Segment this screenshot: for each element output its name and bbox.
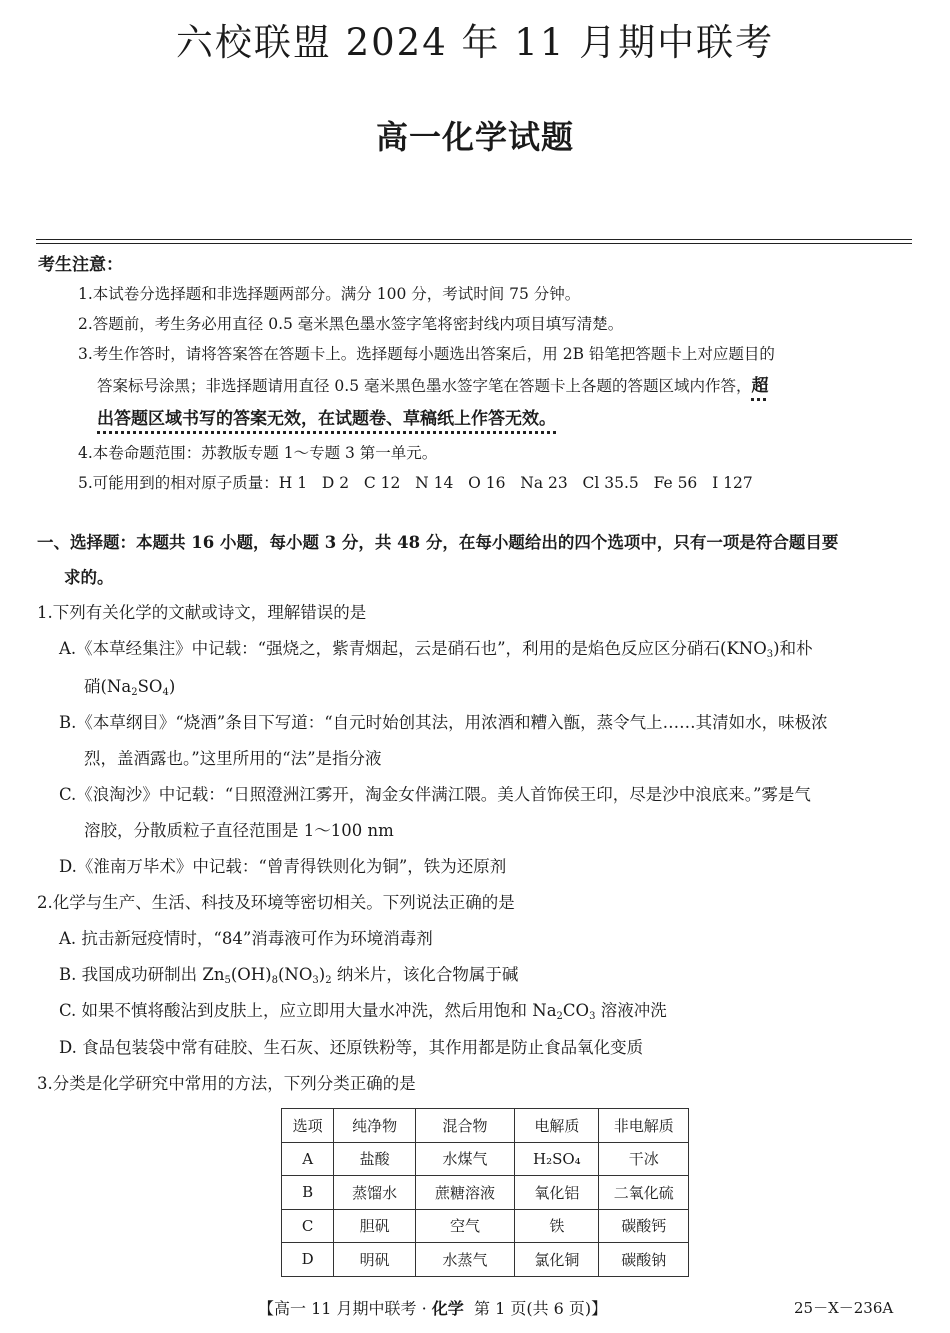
table-header: 纯净物	[334, 1109, 416, 1143]
table-cell: D	[282, 1243, 334, 1277]
q3-stem: 3.分类是化学研究中常用的方法，下列分类正确的是	[37, 1074, 416, 1093]
notice-item-4: 4.本卷命题范围：苏教版专题 1～专题 3 第一单元。	[78, 444, 438, 462]
table-cell: 蔗糖溶液	[415, 1176, 514, 1210]
notice-emphasis-start: 超	[751, 376, 769, 396]
q1-option-c: C.《浪淘沙》中记载：“日照澄洲江雾开，淘金女伴满江隈。美人首饰侯王印，尽是沙中浪底来。”雾是气	[59, 785, 811, 804]
subject-title: 高一化学试题	[375, 118, 574, 156]
table-cell: C	[282, 1209, 334, 1243]
notice-item-5: 5.可能用到的相对原子质量：H 1 D 2 C 12 N 14 O 16 Na 23 Cl 35.5 Fe 56 I 127	[78, 474, 753, 492]
divider-bottom	[36, 243, 912, 244]
table-cell: 铁	[515, 1209, 599, 1243]
table-cell: 碳酸钙	[599, 1209, 689, 1243]
notice-item-1: 1.本试卷分选择题和非选择题两部分。满分 100 分，考试时间 75 分钟。	[78, 285, 581, 303]
table-cell: H₂SO₄	[515, 1142, 599, 1176]
table-cell: 胆矾	[334, 1209, 416, 1243]
section-heading-cont: 求的。	[64, 568, 114, 587]
table-cell: 干冰	[599, 1142, 689, 1176]
table-cell: 水煤气	[415, 1142, 514, 1176]
notice-emphasis: 出答题区域书写的答案无效，在试题卷、草稿纸上作答无效。	[97, 409, 556, 429]
notice-item-3: 3.考生作答时，请将答案答在答题卡上。选择题每小题选出答案后，用 2B 铅笔把答题卡上对应题目的	[78, 345, 775, 363]
table-header: 混合物	[415, 1109, 514, 1143]
table-cell: 氯化铜	[515, 1243, 599, 1277]
notice-item-3-cont	[97, 376, 769, 396]
table-cell: 水蒸气	[415, 1243, 514, 1277]
q2-stem: 2.化学与生产、生活、科技及环境等密切相关。下列说法正确的是	[37, 893, 515, 912]
table-cell: 氧化铝	[515, 1176, 599, 1210]
table-cell: B	[282, 1176, 334, 1210]
footer-subject: 化学	[431, 1299, 464, 1318]
table-row	[282, 1243, 689, 1277]
table-header: 非电解质	[599, 1109, 689, 1143]
q2-option-a: A. 抗击新冠疫情时，“84”消毒液可作为环境消毒剂	[59, 929, 433, 948]
section-heading: 一、选择题：本题共 16 小题，每小题 3 分，共 48 分，在每小题给出的四个选项中，只有一项是符合题目要	[37, 533, 839, 552]
table-cell: 碳酸钠	[599, 1243, 689, 1277]
q1-stem: 1.下列有关化学的文献或诗文，理解错误的是	[37, 603, 367, 622]
table-cell: 蒸馏水	[334, 1176, 416, 1210]
q1-option-c-cont: 溶胶，分散质粒子直径范围是 1～100 nm	[84, 821, 394, 840]
table-header: 电解质	[515, 1109, 599, 1143]
table-cell: 空气	[415, 1209, 514, 1243]
q1-option-a-cont: 硝$(Na_2SO_4)$	[84, 677, 176, 698]
notice-item-2: 2.答题前，考生务必用直径 0.5 毫米黑色墨水签字笔将密封线内项目填写清楚。	[78, 315, 624, 333]
table-row	[282, 1209, 689, 1243]
notice-heading: 考生注意：	[38, 255, 123, 275]
q1-option-d: D.《淮南万毕术》中记载：“曾青得铁则化为铜”，铁为还原剂	[59, 857, 507, 876]
table-header-row	[282, 1109, 689, 1143]
footer-exam: 【高一 11 月期中联考 ·	[258, 1299, 432, 1318]
footer-page-number: 第 1 页(共 6 页)】	[463, 1299, 608, 1318]
q1-option-b: B.《本草纲目》“烧酒”条目下写道：“自元时始创其法，用浓酒和糟入甑，蒸令气上……其清如水，味极浓	[59, 713, 828, 732]
q2-option-b: B. 我国成功研制出 $Zn_5(OH)_8(NO_3)_2$ 纳米片，该化合物属于碱	[59, 965, 519, 986]
table-row	[282, 1142, 689, 1176]
divider-top	[36, 239, 912, 240]
exam-title: 六校联盟 2024 年 11 月期中联考	[175, 21, 775, 64]
q2-option-c: C. 如果不慎将酸沾到皮肤上，应立即用大量水冲洗，然后用饱和 $Na_2CO_3$ 溶液冲洗	[59, 1001, 667, 1022]
table-cell: 明矾	[334, 1243, 416, 1277]
q2-option-d: D. 食品包装袋中常有硅胶、生石灰、还原铁粉等，其作用都是防止食品氧化变质	[59, 1038, 644, 1057]
q1-option-a: A.《本草经集注》中记载：“强烧之，紫青烟起，云是硝石也”，利用的是焰色反应区分硝石$(KNO_3)$和朴	[59, 639, 813, 660]
classification-table	[281, 1108, 689, 1277]
table-cell: A	[282, 1142, 334, 1176]
notice-item-3-line2: 答案标号涂黑；非选择题请用直径 0.5 毫米黑色墨水签字笔在答题卡上各题的答题区域内作答，	[97, 377, 752, 395]
table-cell: 二氧化硫	[599, 1176, 689, 1210]
page-footer	[258, 1296, 607, 1319]
table-row	[282, 1176, 689, 1210]
q1-option-b-cont: 烈，盖酒露也。”这里所用的“法”是指分液	[84, 749, 382, 768]
table-cell: 盐酸	[334, 1142, 416, 1176]
table-header: 选项	[282, 1109, 334, 1143]
paper-code: 25－X－236A	[794, 1299, 894, 1317]
